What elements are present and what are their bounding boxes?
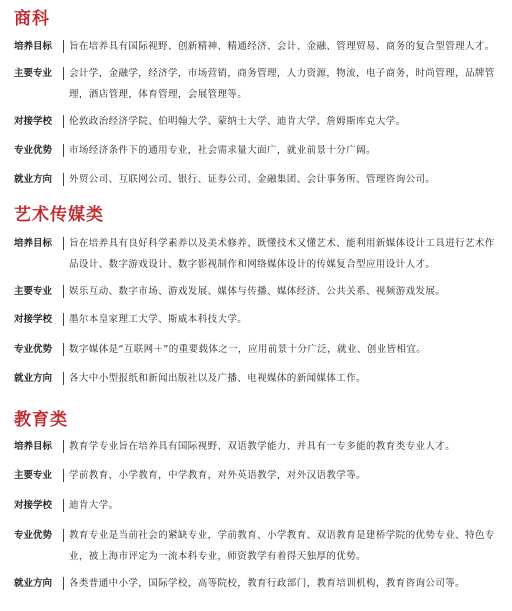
row-text: 旨在培养具有国际视野、创新精神、精通经济、会计、金融、管理贸易、商务的复合型管理人才。 [69, 41, 495, 52]
row-label: 培养目标 [14, 41, 53, 52]
row-label: 专业优势 [14, 344, 53, 355]
row-text: 娱乐互动、数字市场、游戏发展、媒体与传播、媒体经济、公共关系、视频游戏发展。 [69, 286, 446, 297]
divider-bar [63, 115, 64, 128]
row-label: 专业优势 [14, 145, 53, 156]
row-label: 对接学校 [14, 116, 53, 127]
row-text: 旨在培养具有良好科学素养以及美术修养、既懂技术又懂艺术、能利用新媒体设计工具进行艺术作品设计、数字游戏设计、数字影视制作和网络媒体设计的传媒复合型应用设计人才。 [69, 238, 495, 270]
row-text: 各大中小型报纸和新闻出版社以及广播、电视媒体的新闻媒体工作。 [69, 373, 367, 384]
section-title-education: 教育类 [14, 410, 68, 430]
row-label: 就业方向 [14, 373, 53, 384]
divider-bar [63, 313, 64, 326]
divider-bar [63, 343, 64, 356]
row-text: 教育学专业旨在培养具有国际视野、双语教学能力、并具有一专多能的教育类专业人才。 [69, 441, 456, 452]
row-text: 教育专业是当前社会的紧缺专业，学前教育、小学教育、双语教育是建桥学院的优势专业、特色专业，被上海市评定为一流本科专业，师资教学有着得天独厚的优势。 [69, 530, 495, 562]
divider-bar [63, 440, 64, 453]
row-text: 市场经济条件下的通用专业，社会需求量大面广，就业前景十分广阔。 [69, 145, 376, 156]
divider-bar [63, 285, 64, 298]
section-title-arts-media: 艺术传媒类 [14, 205, 104, 225]
divider-bar [63, 469, 64, 482]
divider-bar [63, 173, 64, 186]
row-label: 培养目标 [14, 441, 53, 452]
section-title-business: 商科 [14, 9, 50, 29]
divider-bar [63, 372, 64, 385]
row-label: 对接学校 [14, 314, 53, 325]
row-label: 主要专业 [14, 286, 53, 297]
row-label: 培养目标 [14, 238, 53, 249]
row-text: 伦敦政治经济学院、伯明翰大学、蒙纳士大学、迪肯大学、詹姆斯库克大学。 [69, 116, 406, 127]
divider-bar [63, 577, 64, 590]
row-label: 主要专业 [14, 68, 53, 79]
row-text: 迪肯大学。 [69, 500, 119, 511]
row-text: 学前教育，小学教育，中学教育，对外英语教学，对外汉语教学等。 [69, 470, 367, 481]
divider-bar [63, 499, 64, 512]
row-text: 墨尔本皇家理工大学、斯威本科技大学。 [69, 314, 248, 325]
row-label: 主要专业 [14, 470, 53, 481]
row-text: 数字媒体是“互联网＋”的重要载体之一，应用前景十分广泛，就业、创业皆相宜。 [69, 344, 427, 355]
row-label: 对接学校 [14, 500, 53, 511]
divider-bar [63, 529, 64, 542]
divider-bar [63, 67, 64, 80]
row-label: 就业方向 [14, 174, 53, 185]
row-label: 就业方向 [14, 578, 53, 589]
divider-bar [63, 40, 64, 53]
row-text: 外贸公司、互联网公司、银行、证券公司、金融集团、会计事务所、管理咨询公司。 [69, 174, 436, 185]
divider-bar [63, 237, 64, 250]
row-label: 专业优势 [14, 530, 53, 541]
divider-bar [63, 144, 64, 157]
row-text: 会计学，金融学，经济学，市场营销，商务管理，人力资源，物流，电子商务，时尚管理，品牌管理，酒店管理，体育管理，会展管理等。 [69, 68, 495, 100]
row-text: 各类普通中小学，国际学校，高等院校，教育行政部门，教育培训机构，教育咨询公司等。 [69, 578, 466, 589]
